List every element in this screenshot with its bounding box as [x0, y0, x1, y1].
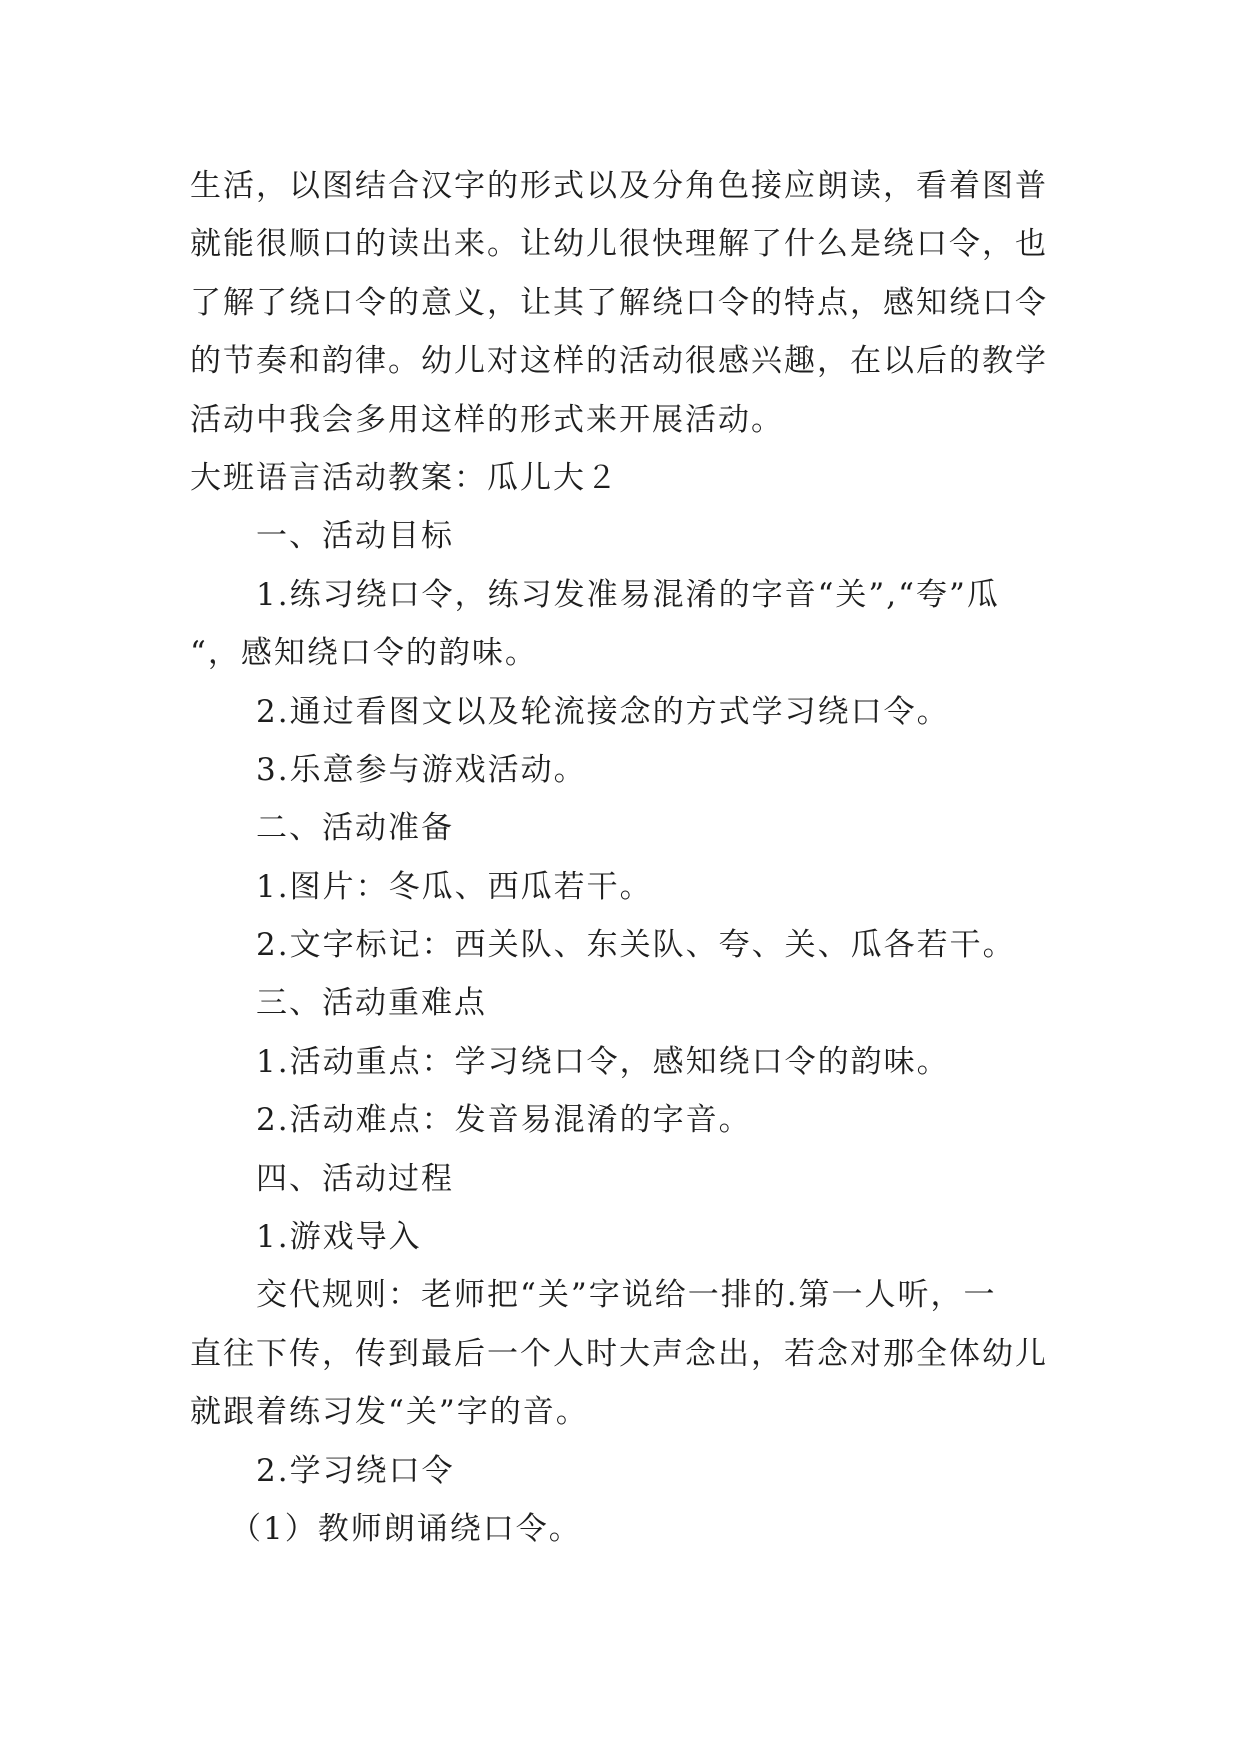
paragraph-line: 了解了绕口令的意义，让其了解绕口令的特点，感知绕口令	[190, 284, 1048, 321]
list-item: 2.活动难点：发音易混淆的字音。	[256, 1102, 752, 1139]
list-item: 1.游戏导入	[256, 1219, 422, 1256]
list-item: 2.文字标记：西关队、东关队、夸、关、瓜各若干。	[256, 927, 1016, 964]
paragraph-line: 活动中我会多用这样的形式来开展活动。	[190, 401, 784, 438]
list-item: 1.图片：冬瓜、西瓜若干。	[256, 868, 653, 905]
list-item-continuation: “，感知绕口令的韵味。	[190, 635, 538, 672]
list-item: 1.练习绕口令，练习发准易混淆的字音“关”,“夸”瓜	[256, 576, 1000, 613]
section-process	[190, 1150, 1070, 1559]
section-heading: 一、活动目标	[256, 518, 454, 555]
list-item: 3.乐意参与游戏活动。	[256, 751, 587, 788]
section-heading: 四、活动过程	[256, 1160, 454, 1197]
section-preparation	[190, 799, 1070, 974]
reflection-paragraph	[190, 157, 1070, 449]
document-body	[190, 157, 1070, 1558]
list-item: 2.通过看图文以及轮流接念的方式学习绕口令。	[256, 693, 950, 730]
paragraph-line: 直往下传，传到最后一个人时大声念出，若念对那全体幼儿	[190, 1335, 1048, 1372]
sub-list-item: （1）教师朗诵绕口令。	[230, 1510, 582, 1547]
paragraph-line: 生活，以图结合汉字的形式以及分角色接应朗读，看着图普	[190, 168, 1048, 204]
section-heading: 三、活动重难点	[256, 985, 487, 1022]
section-objectives	[190, 507, 1070, 799]
paragraph-line: 就能很顺口的读出来。让幼儿很快理解了什么是绕口令，也	[190, 226, 1048, 263]
lesson-title: 大班语言活动教案：瓜儿大２	[190, 459, 619, 496]
section-key-points	[190, 974, 1070, 1149]
paragraph-line: 交代规则：老师把“关”字说给一排的.第一人听，一	[256, 1277, 997, 1314]
paragraph-line: 的节奏和韵律。幼儿对这样的活动很感兴趣，在以后的教学	[190, 343, 1048, 380]
paragraph-line: 就跟着练习发“关”字的音。	[190, 1394, 589, 1431]
list-item: 2.学习绕口令	[256, 1452, 455, 1489]
list-item: 1.活动重点：学习绕口令，感知绕口令的韵味。	[256, 1043, 950, 1080]
section-heading: 二、活动准备	[256, 810, 454, 847]
